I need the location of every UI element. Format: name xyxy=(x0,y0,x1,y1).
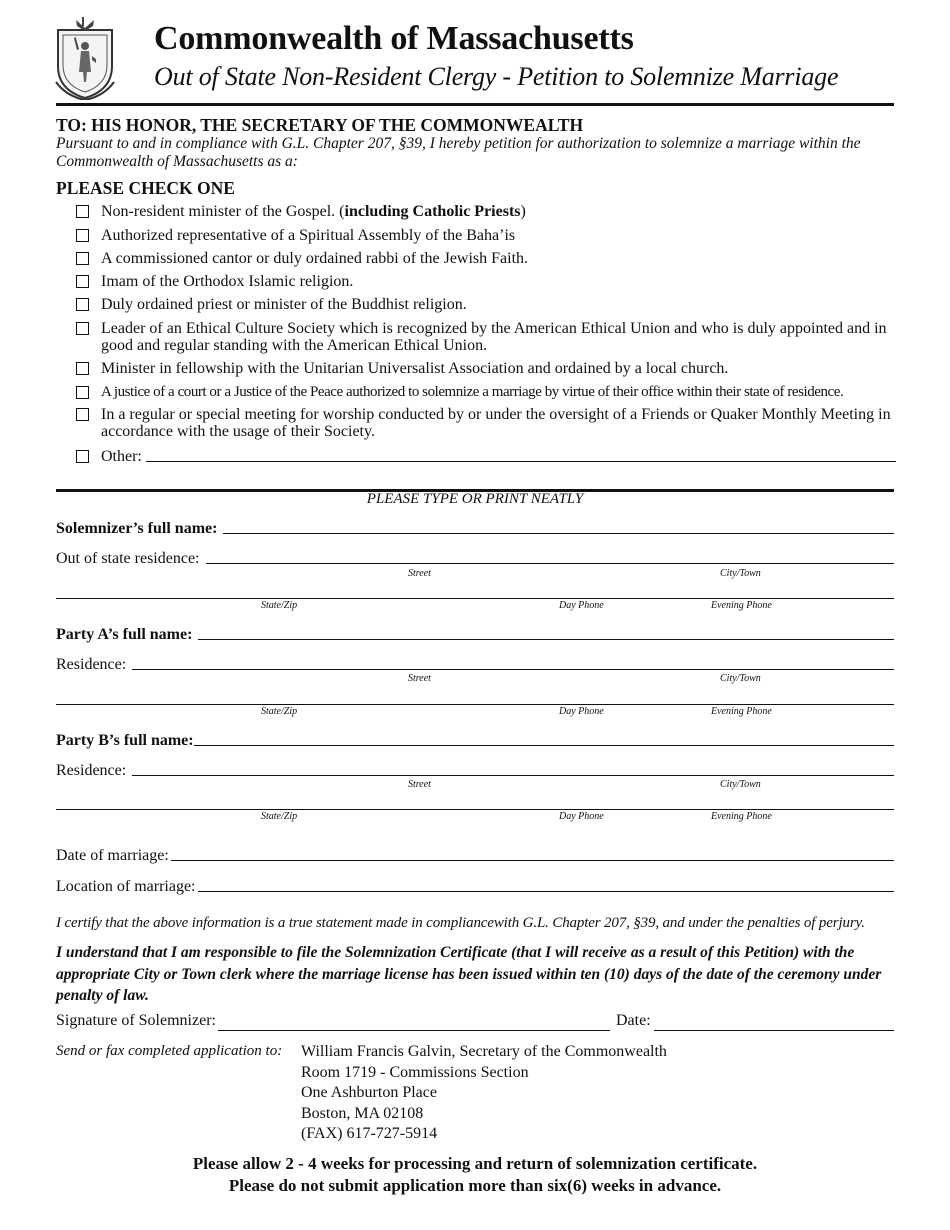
address-line: (FAX) 617-727-5914 xyxy=(301,1125,438,1142)
other-input-line[interactable] xyxy=(146,460,896,462)
checkbox[interactable] xyxy=(76,450,89,463)
field-label: Solemnizer’s full name: xyxy=(56,520,218,537)
option-label: In a regular or special meeting for worship conducted by or under the oversight of a Friends or Quaker Monthly Meeting in accordance with the usage of their Society. xyxy=(101,406,891,440)
checkbox[interactable] xyxy=(76,362,89,375)
option-label: Non-resident minister of the Gospel. ( xyxy=(101,203,345,220)
field-label: Party B’s full name: xyxy=(56,732,194,749)
field-label: Residence: xyxy=(56,656,127,673)
check-one-heading: PLEASE CHECK ONE xyxy=(56,178,235,198)
advance-note: Please do not submit application more than six(6) weeks in advance. xyxy=(228,1176,722,1195)
field-label: Residence: xyxy=(56,762,127,779)
party-a-residence-line-2[interactable] xyxy=(56,704,894,705)
caption-state-zip: State/Zip xyxy=(261,811,298,822)
send-to-label: Send or fax completed application to: xyxy=(56,1043,283,1059)
field-line[interactable] xyxy=(198,638,894,640)
checkbox[interactable] xyxy=(76,275,89,288)
caption-city: City/Town xyxy=(720,568,761,579)
checkbox[interactable] xyxy=(76,408,89,421)
caption-city: City/Town xyxy=(720,779,761,790)
field-line[interactable] xyxy=(194,744,894,746)
field-label: Party A’s full name: xyxy=(56,626,193,643)
field-label: Location of marriage: xyxy=(56,878,196,895)
pursuant-statement: Pursuant to and in compliance with G.L. Chapter 207, §39, I hereby petition for authorization to solemnize a marriage within the Commonwealth of Massachusetts as a: xyxy=(56,135,861,170)
header-rule xyxy=(56,103,894,106)
address-line: Room 1719 - Commissions Section xyxy=(301,1064,529,1081)
party-b-residence-line-2[interactable] xyxy=(56,809,894,810)
state-seal-icon xyxy=(52,16,118,100)
caption-street: Street xyxy=(408,568,431,579)
responsibility-statement: I understand that I am responsible to file the Solemnization Certificate (that I will receive as a result of this Petition) with the appropriate City or Town clerk where the marriage license has been issued within ten (10) days of the date of the ceremony under penalty of law. xyxy=(56,944,882,1004)
caption-state-zip: State/Zip xyxy=(261,600,298,611)
option-label: Authorized representative of a Spiritual Assembly of the Baha’is xyxy=(101,227,516,244)
field-line[interactable] xyxy=(198,890,895,892)
field-line[interactable] xyxy=(223,532,894,534)
option-emphasis: including Catholic Priests xyxy=(344,203,521,220)
option-label: A commissioned cantor or duly ordained rabbi of the Jewish Faith. xyxy=(101,250,529,267)
checkbox[interactable] xyxy=(76,229,89,242)
option-label: Duly ordained priest or minister of the Buddhist religion. xyxy=(101,296,467,313)
checkbox[interactable] xyxy=(76,252,89,265)
checkbox[interactable] xyxy=(76,386,89,399)
page-subtitle: Out of State Non-Resident Clergy - Petition to Solemnize Marriage xyxy=(154,62,839,91)
checkbox[interactable] xyxy=(76,322,89,335)
party-b-name-field[interactable] xyxy=(56,730,894,750)
field-line[interactable] xyxy=(206,562,895,564)
option-label: Other: xyxy=(101,448,142,465)
caption-evening-phone: Evening Phone xyxy=(711,811,772,822)
option-label-end: ) xyxy=(520,203,526,220)
field-label: Date of marriage: xyxy=(56,847,169,864)
field-line[interactable] xyxy=(132,774,894,776)
address-line: Boston, MA 02108 xyxy=(301,1105,424,1122)
field-label: Out of state residence: xyxy=(56,550,200,567)
option-label: Imam of the Orthodox Islamic religion. xyxy=(101,273,354,290)
party-a-residence-field[interactable] xyxy=(56,654,894,674)
page-title: Commonwealth of Massachusetts xyxy=(154,20,634,57)
caption-day-phone: Day Phone xyxy=(559,811,604,822)
out-of-state-residence-field[interactable] xyxy=(56,548,894,568)
addressee-line: TO: HIS HONOR, THE SECRETARY OF THE COMMONWEALTH xyxy=(56,115,584,135)
caption-evening-phone: Evening Phone xyxy=(711,706,772,717)
print-neatly-note: PLEASE TYPE OR PRINT NEATLY xyxy=(366,491,584,507)
address-line: One Ashburton Place xyxy=(301,1084,437,1101)
caption-state-zip: State/Zip xyxy=(261,706,298,717)
date-of-marriage-field[interactable] xyxy=(56,845,894,865)
signature-date-line[interactable] xyxy=(654,1030,894,1031)
processing-note: Please allow 2 - 4 weeks for processing and return of solemnization certificate. xyxy=(192,1154,758,1173)
date-label: Date: xyxy=(616,1012,651,1029)
field-line[interactable] xyxy=(171,859,894,861)
caption-day-phone: Day Phone xyxy=(559,600,604,611)
caption-day-phone: Day Phone xyxy=(559,706,604,717)
party-b-residence-field[interactable] xyxy=(56,760,894,780)
caption-street: Street xyxy=(408,673,431,684)
address-line: William Francis Galvin, Secretary of the Commonwealth xyxy=(301,1043,667,1060)
signature-label: Signature of Solemnizer: xyxy=(56,1012,216,1029)
party-a-name-field[interactable] xyxy=(56,624,894,644)
caption-city: City/Town xyxy=(720,673,761,684)
caption-evening-phone: Evening Phone xyxy=(711,600,772,611)
location-of-marriage-field[interactable] xyxy=(56,876,894,896)
signature-line[interactable] xyxy=(218,1030,610,1031)
field-line[interactable] xyxy=(132,668,894,670)
residence-line-2[interactable] xyxy=(56,598,894,599)
option-label: Minister in fellowship with the Unitarian Universalist Association and ordained by a local church. xyxy=(101,360,729,377)
certification-statement: I certify that the above information is a true statement made in compliancewith G.L. Chapter 207, §39, and under the penalties of perjury. xyxy=(56,915,865,931)
caption-street: Street xyxy=(408,779,431,790)
checkbox[interactable] xyxy=(76,205,89,218)
option-label: A justice of a court or a Justice of the Peace authorized to solemnize a marriage by virtue of their office within their state of residence. xyxy=(101,384,844,400)
option-label: Leader of an Ethical Culture Society which is recognized by the American Ethical Union and who is duly appointed and in good and regular standing with the American Ethical Union. xyxy=(101,320,887,354)
solemnizer-name-field[interactable] xyxy=(56,518,894,538)
checkbox[interactable] xyxy=(76,298,89,311)
